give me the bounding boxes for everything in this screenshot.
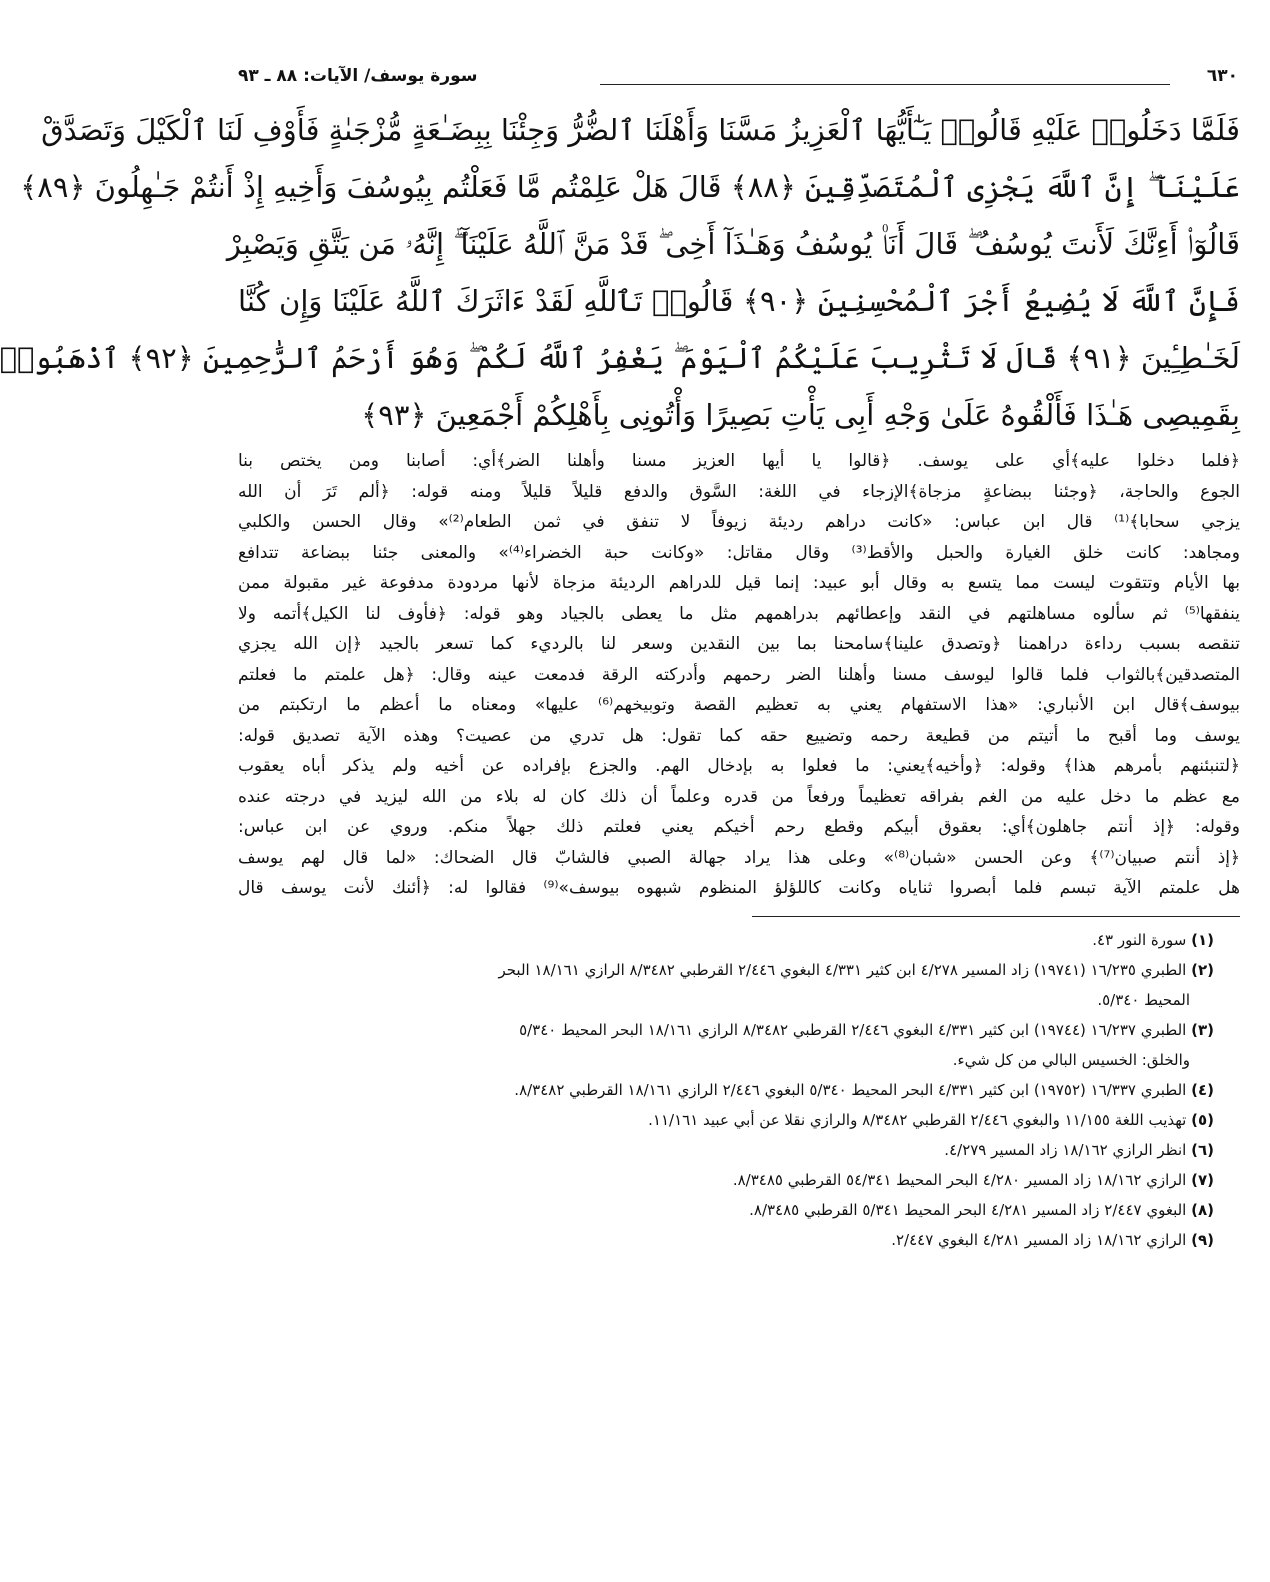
footnote-number: (٨) <box>1191 1200 1214 1219</box>
quran-line: لَخَـٰطِـِٔينَ ﴿٩١﴾ قَالَ لَا تَثْرِيبَ عَلَيْكُمُ ٱلْيَوْمَ ۖ يَغْفِرُ ٱللَّهُ لَكُمْ ۖ وَهُوَ أَرْحَمُ ٱلرَّٰحِمِينَ ﴿٩٢﴾ ٱذْهَبُوا۟ <box>0 341 1240 375</box>
footnote-continuation: والخلق: الخسيس البالي من كل شيء. <box>952 1050 1190 1069</box>
footnote-text: الرازي ١٨/١٦٢ زاد المسير ٤/٢٨٠ البحر المحيط ٥٤/٣٤١ القرطبي ٨/٣٤٨٥. <box>732 1170 1187 1189</box>
footnote <box>238 1135 1240 1165</box>
footnote-number: (٥) <box>1191 1110 1214 1129</box>
header-rule <box>600 84 1170 85</box>
footnote-separator <box>752 916 1240 917</box>
footnote <box>238 925 1240 955</box>
quran-line: قَالُوٓا۟ أَءِنَّكَ لَأَنتَ يُوسُفُ ۖ قَالَ أَنَا۠ يُوسُفُ وَهَـٰذَآ أَخِى ۖ قَدْ مَنَّ ٱللَّهُ عَلَيْنَآ ۖ إِنَّهُۥ مَن يَتَّقِ وَيَصْبِرْ <box>226 227 1240 261</box>
commentary-line: ومجاهد: كانت خلق الغيارة والحبل والأقط⁽³⁾ وقال مقاتل: «وكانت حبة الخضراء⁽⁴⁾» والمعنى جئنا ببضاعة تتدافع <box>238 542 1240 563</box>
footnote-number: (١) <box>1191 930 1214 949</box>
commentary-line: ﴿لتنبئنهم بأمرهم هذا﴾ وقوله: ﴿وأخيه﴾يعني: ما فعلوا به بإدخال الهم. والجزع بإفراده عن أخيه ولم يذكر أباه يعقوب <box>238 756 1240 776</box>
footnote-text: الطبري ١٦/٢٣٧ (١٩٧٤٤) ابن كثير ٤/٣٣١ البغوي ٢/٤٤٦ القرطبي ٨/٣٤٨٢ الرازي ١٨/١٦١ البحر المحيط ٥/٣٤٠ <box>519 1020 1187 1039</box>
commentary-line: الجوع والحاجة، ﴿وجئنا ببضاعةٍ مزجاة﴾الإزجاء في اللغة: السَّوق والدفع قليلاً قليلاً ومنه قوله: ﴿ألم تَرَ أن الله <box>238 481 1240 502</box>
footnote <box>238 1165 1240 1195</box>
commentary <box>238 446 1240 904</box>
commentary-line: تنقصه بسبب رداءة دراهمنا ﴿وتصدق علينا﴾سامحنا بما بين النقدين وسعر لنا بالرديء كما تسعر بالجيد ﴿إن الله يجزي <box>238 634 1240 654</box>
footnote-continuation: المحيط ٥/٣٤٠. <box>1097 990 1190 1009</box>
footnote-text: سورة النور ٤٣. <box>1092 930 1187 949</box>
footnote-number: (٢) <box>1191 960 1214 979</box>
footnotes <box>238 925 1240 1255</box>
footnote-text: تهذيب اللغة ١١/١٥٥ والبغوي ٢/٤٤٦ القرطبي ٨/٣٤٨٢ والرازي نقلا عن أبي عبيد ١١/١٦١. <box>648 1110 1187 1129</box>
commentary-line: ينفقها⁽⁵⁾ ثم سألوه مساهلتهم في النقد وإعطائهم بدراهمهم مثل ما يعطى بالجياد وهو قوله: ﴿فأوف لنا الكيل﴾أتمه ولا <box>238 603 1240 624</box>
footnote-number: (٣) <box>1191 1020 1214 1039</box>
footnote-text: الطبري ١٦/٣٣٧ (١٩٧٥٢) ابن كثير ٤/٣٣١ البحر المحيط ٥/٣٤٠ البغوي ٢/٤٤٦ الرازي ١٨/١٦١ القرطبي ٨/٣٤٨٢. <box>514 1080 1187 1099</box>
quran-line: عَلَيْنَآ ۖ إِنَّ ٱللَّهَ يَجْزِى ٱلْمُتَصَدِّقِينَ ﴿٨٨﴾ قَالَ هَلْ عَلِمْتُم مَّا فَعَلْتُم بِيُوسُفَ وَأَخِيهِ إِذْ أَنتُمْ جَـٰهِلُونَ ﴿٨٩﴾ <box>20 170 1240 204</box>
quran-line: فَلَمَّا دَخَلُوا۟ عَلَيْهِ قَالُوا۟ يَـٰٓأَيُّهَا ٱلْعَزِيزُ مَسَّنَا وَأَهْلَنَا ٱلضُّرُّ وَجِئْنَا بِبِضَـٰعَةٍ مُّزْجَىٰةٍ فَأَوْفِ لَنَا ٱلْكَيْلَ وَتَصَدَّقْ <box>41 113 1240 147</box>
chapter-title: سورة يوسف/ الآيات: ٨٨ ـ ٩٣ <box>238 66 478 86</box>
commentary-line: يوسف وما أقبح ما أتيتم من قطيعة رحمه وتضييع حقه كما تقول: هل تدري من عصيت؟ وهذه الآية تصديق قوله: <box>238 725 1240 746</box>
page-number: ٦٣٠ <box>1206 66 1238 86</box>
commentary-line: وقوله: ﴿إذ أنتم جاهلون﴾أي: بعقوق أبيكم وقطع رحم أخيكم يعني فعلتم ذلك جهلاً منكم. وروي عن ابن عباس: <box>238 817 1240 837</box>
footnote-number: (٤) <box>1191 1080 1214 1099</box>
footnote-text: البغوي ٢/٤٤٧ زاد المسير ٤/٢٨١ البحر المحيط ٥/٣٤١ القرطبي ٨/٣٤٨٥. <box>749 1200 1187 1219</box>
commentary-line: بيوسف﴾قال ابن الأنباري: «هذا الاستفهام يعني به تعظيم القصة وتوبيخهم⁽⁶⁾ عليها» ومعناه ما أعظم ما ارتكبتم من <box>238 695 1240 715</box>
footnote <box>238 1105 1240 1135</box>
commentary-line: المتصدقين﴾بالثواب فلما قالوا ليوسف مسنا وأهلنا الضر رحمهم وأدركته الرقة فدمعت عينه وقال: ﴿هل علمتم ما فعلتم <box>238 664 1240 685</box>
commentary-line: مع عظم ما دخل عليه من الغم بفراقه تعظيماً ورفعاً من قدره وعلماً أن ذلك كان له بلاء من الله ليزيد في درجته عنده <box>238 786 1240 807</box>
commentary-line: ﴿إذ أنتم صبيان⁽⁷⁾﴾ وعن الحسن «شبان⁽⁸⁾» وعلى هذا يراد جهالة الصبي فالشابّ قال الضحاك: «لما قال لهم يوسف <box>238 847 1240 868</box>
footnote <box>238 1225 1240 1255</box>
footnote <box>238 1015 1240 1045</box>
footnote <box>238 1195 1240 1225</box>
footnote-number: (٧) <box>1191 1170 1214 1189</box>
quran-verses <box>0 102 1240 444</box>
footnote <box>238 955 1240 985</box>
commentary-line: يزجي سحابا﴾⁽¹⁾ قال ابن عباس: «كانت دراهم رديئة زيوفاً لا تنفق في ثمن الطعام⁽²⁾» وقال الحسن والكلبي <box>238 512 1240 532</box>
page-header <box>238 60 1240 96</box>
quran-line: فَإِنَّ ٱللَّهَ لَا يُضِيعُ أَجْرَ ٱلْمُحْسِنِينَ ﴿٩٠﴾ قَالُوا۟ تَٱللَّهِ لَقَدْ ءَاثَرَكَ ٱللَّهُ عَلَيْنَا وَإِن كُنَّا <box>238 284 1240 318</box>
footnote-text: الرازي ١٨/١٦٢ زاد المسير ٤/٢٨١ البغوي ٢/٤٤٧. <box>891 1230 1187 1249</box>
footnote-text: انظر الرازي ١٨/١٦٢ زاد المسير ٤/٢٧٩. <box>944 1140 1187 1159</box>
footnote-number: (٦) <box>1191 1140 1214 1159</box>
commentary-line: هل علمتم الآية تبسم فلما أبصروا ثناياه وكانت كاللؤلؤ المنظوم شبهوه بيوسف»⁽⁹⁾ فقالوا له: ﴿أئنك لأنت يوسف قال <box>238 878 1240 898</box>
commentary-line: ﴿فلما دخلوا عليه﴾أي على يوسف. ﴿قالوا يا أيها العزيز مسنا وأهلنا الضر﴾أي: أصابنا ومن يختص بنا <box>238 451 1240 471</box>
quran-line: بِقَمِيصِى هَـٰذَا فَأَلْقُوهُ عَلَىٰ وَجْهِ أَبِى يَأْتِ بَصِيرًا وَأْتُونِى بِأَهْلِكُمْ أَجْمَعِينَ ﴿٩٣﴾ <box>361 398 1240 432</box>
footnote-number: (٩) <box>1191 1230 1214 1249</box>
book-page <box>0 60 1240 1570</box>
commentary-line: بها الأيام وتتقوت ليست مما يتسع به وقال أبو عبيد: إنما قيل للدراهم الرديئة مزجاة لأنها مردودة مدفوعة غير مقبولة ممن <box>238 573 1240 593</box>
footnote <box>238 1075 1240 1105</box>
footnote-text: الطبري ١٦/٢٣٥ (١٩٧٤١) زاد المسير ٤/٢٧٨ ابن كثير ٤/٣٣١ البغوي ٢/٤٤٦ القرطبي ٨/٣٤٨٢ الرازي ١٨/١٦١ البحر <box>498 960 1187 979</box>
